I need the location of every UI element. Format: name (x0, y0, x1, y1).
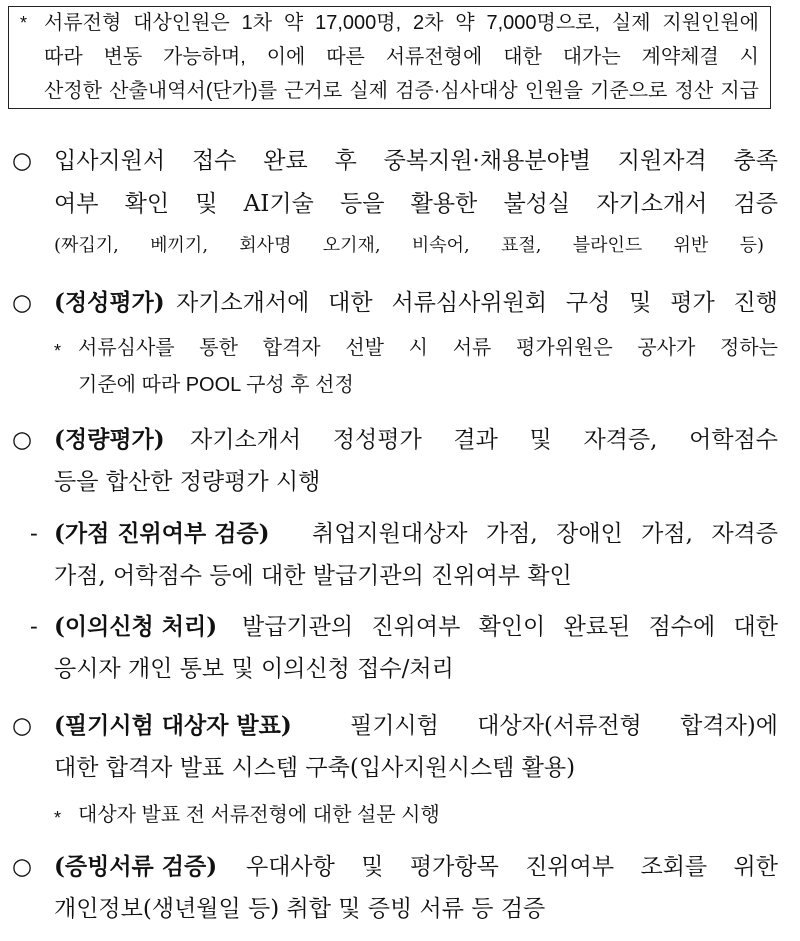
bullet-2-note-line-1: 서류심사를 통한 합격자 선발 시 서류 평가위원은 공사가 정하는 (78, 337, 778, 359)
bullet-2-line-1: 자기소개서에 대한 서류심사위원회 구성 및 평가 진행 (176, 290, 778, 316)
bullet-5-line-2: 개인정보(생년월일 등) 취합 및 증빙 서류 등 검증 (54, 896, 546, 922)
dash-1-head: (가점 진위여부 검증) (54, 520, 270, 547)
note-box-marker: * (20, 13, 28, 33)
dash-1-line-1: 취업지원대상자 가점, 장애인 가점, 자격증 (312, 521, 778, 547)
bullet-3-line-2: 등을 합산한 정량평가 시행 (54, 469, 321, 495)
bullet-4-note-line-1: 대상자 발표 전 서류전형에 대한 설문 시행 (78, 804, 440, 826)
dash-marker: - (30, 614, 38, 640)
dash-2-line-2: 응시자 개인 통보 및 이의신청 접수/처리 (54, 656, 454, 682)
bullet-marker: ○ (12, 713, 33, 739)
dash-marker: - (30, 521, 38, 547)
bullet-2-head: (정성평가) (54, 289, 165, 316)
bullet-3-line-1: 자기소개서 정성평가 결과 및 자격증, 어학점수 (190, 427, 778, 453)
note-box-line-1: 서류전형 대상인원은 1차 약 17,000명, 2차 약 7,000명으로, 실제 지원인원에 (44, 12, 759, 34)
note-box-line-2: 따라 변동 가능하며, 이에 따른 서류전형에 대한 대가는 계약체결 시 (44, 46, 759, 68)
bullet-4-note-marker: * (54, 808, 62, 828)
dash-2-line-1: 발급기관의 진위여부 확인이 완료된 점수에 대한 (242, 614, 778, 640)
bullet-marker: ○ (12, 148, 33, 174)
dash-2-head: (이의신청 처리) (54, 613, 218, 640)
bullet-5-head: (증빙서류 검증) (54, 853, 218, 880)
bullet-5-line-1: 우대사항 및 평가항목 진위여부 조회를 위한 (246, 854, 778, 880)
dash-1-line-2: 가점, 어학점수 등에 대한 발급기관의 진위여부 확인 (54, 563, 572, 589)
bullet-2-note-line-2: 기준에 따라 POOL 구성 후 선정 (78, 374, 354, 396)
bullet-1-line-2: 여부 확인 및 AI기술 등을 활용한 불성실 자기소개서 검증 (54, 191, 778, 217)
note-box-line-3: 산정한 산출내역서(단가)를 근거로 실제 검증·심사대상 인원을 기준으로 정산 지급 (44, 80, 759, 102)
bullet-marker: ○ (12, 290, 33, 316)
bullet-1-line-3: (짜깁기, 베끼기, 회사명 오기재, 비속어, 표절, 블라인드 위반 등) (54, 235, 764, 256)
bullet-3-head: (정량평가) (54, 426, 165, 453)
bullet-4-line-1: 필기시험 대상자(서류전형 합격자)에 (350, 713, 778, 739)
bullet-marker: ○ (12, 854, 33, 880)
bullet-marker: ○ (12, 427, 33, 453)
bullet-1-line-1: 입사지원서 접수 완료 후 중복지원·채용분야별 지원자격 충족 (54, 148, 778, 174)
bullet-2-note-marker: * (54, 341, 62, 361)
bullet-4-line-2: 대한 합격자 발표 시스템 구축(입사지원시스템 활용) (54, 755, 576, 781)
bullet-4-head: (필기시험 대상자 발표) (54, 712, 292, 739)
